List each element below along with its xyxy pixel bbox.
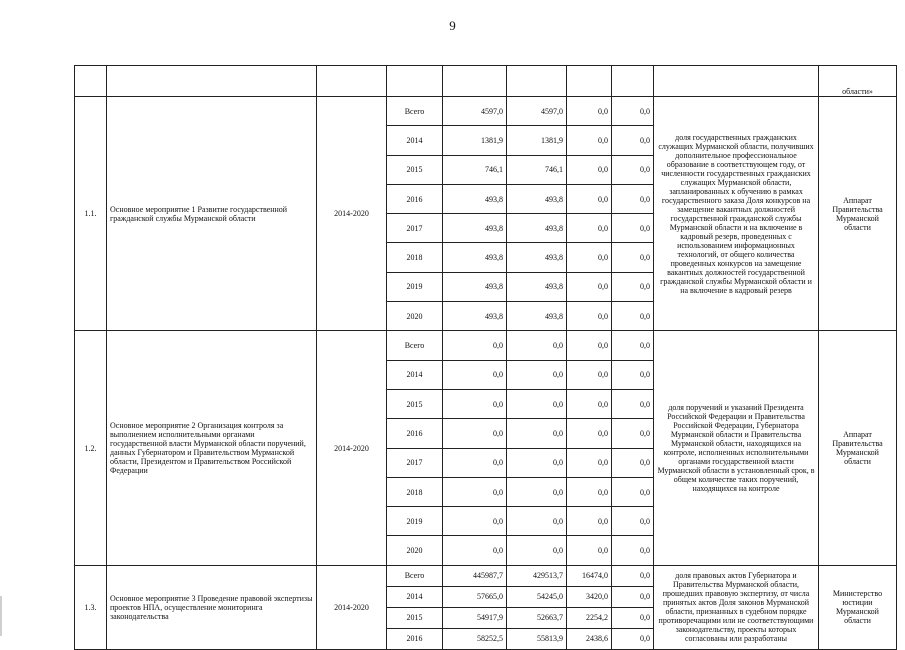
total-cell: 57665,0 — [443, 586, 507, 607]
other-sources-cell: 0,0 — [612, 331, 654, 360]
year-cell: Всего — [387, 331, 443, 360]
year-cell: 2017 — [387, 214, 443, 243]
other-sources-cell: 0,0 — [612, 126, 654, 155]
federal-budget-cell: 0,0 — [567, 448, 612, 477]
year-cell: 2014 — [387, 586, 443, 607]
regional-budget-cell: 493,8 — [507, 302, 567, 331]
total-cell: 54917,9 — [443, 607, 507, 628]
other-sources-cell: 0,0 — [612, 448, 654, 477]
total-cell: 0,0 — [443, 389, 507, 418]
federal-budget-cell: 0,0 — [567, 184, 612, 213]
year-cell: 2020 — [387, 302, 443, 331]
year-cell: 2016 — [387, 419, 443, 448]
federal-budget-cell: 0,0 — [567, 243, 612, 272]
section-number: 1.2. — [75, 331, 107, 565]
total-cell: 0,0 — [443, 477, 507, 506]
total-cell: 445987,7 — [443, 565, 507, 586]
period: 2014-2020 — [317, 97, 387, 331]
other-sources-cell: 0,0 — [612, 155, 654, 184]
federal-budget-cell: 0,0 — [567, 360, 612, 389]
federal-budget-cell: 0,0 — [567, 214, 612, 243]
federal-budget-cell: 0,0 — [567, 477, 612, 506]
indicator-text: доля правовых актов Губернатора и Правительства Мурманской области, прошедших правовую экспертизу, от числа принятых актов Доля законов Мурманской области, признанных в судебном порядке противоречащими или не соответствующими законодательству, проекты которых согласованы или разработаны — [654, 565, 819, 649]
regional-budget-cell: 746,1 — [507, 155, 567, 184]
total-cell: 0,0 — [443, 331, 507, 360]
indicator-text: доля поручений и указаний Президента Российской Федерации и Правительства Российской Федерации, Губернатора Мурманской области и Правительства Мурманской области, находящихся на контроле, исполненных исполнительными органами государственной власти Мурманской области в установленный срок, в общем количестве таких поручений, находящихся на контроле — [654, 331, 819, 565]
year-cell: 2016 — [387, 628, 443, 649]
year-cell: 2015 — [387, 389, 443, 418]
table-row — [75, 97, 897, 126]
total-cell: 493,8 — [443, 302, 507, 331]
other-sources-cell: 0,0 — [612, 97, 654, 126]
total-cell: 493,8 — [443, 184, 507, 213]
total-cell: 493,8 — [443, 214, 507, 243]
other-sources-cell: 0,0 — [612, 419, 654, 448]
total-cell: 0,0 — [443, 360, 507, 389]
indicator-text: доля государственных гражданских служащих Мурманской области, получивших дополнительное профессиональное образование в соответствующем году, от численности государственных гражданских служащих Мурманской области, запланированных к обучению в рамках государственного заказа Доля конкурсов на замещение вакантных должностей государственной гражданской службы Мурманской области и на включение в кадровый резерв, проведенных с использованием информационных технологий, от общего количества проведенных конкурсов на замещение вакантных должностей государственной гражданской службы Мурманской области и на включение в кадровый резерв — [654, 97, 819, 331]
period: 2014-2020 — [317, 331, 387, 565]
federal-budget-cell: 0,0 — [567, 331, 612, 360]
total-cell: 0,0 — [443, 507, 507, 536]
federal-budget-cell: 0,0 — [567, 419, 612, 448]
federal-budget-cell: 0,0 — [567, 389, 612, 418]
regional-budget-cell: 0,0 — [507, 389, 567, 418]
other-sources-cell: 0,0 — [612, 628, 654, 649]
regional-budget-cell: 493,8 — [507, 184, 567, 213]
other-sources-cell: 0,0 — [612, 272, 654, 301]
other-sources-cell: 0,0 — [612, 536, 654, 565]
year-cell: 2018 — [387, 243, 443, 272]
year-cell: 2019 — [387, 272, 443, 301]
header-continuation-row — [75, 66, 897, 97]
federal-budget-cell: 16474,0 — [567, 565, 612, 586]
table-row — [75, 565, 897, 586]
responsible-executor: Министерство юстиции Мурманской области — [819, 565, 897, 649]
federal-budget-cell: 2254,2 — [567, 607, 612, 628]
program-table — [74, 65, 897, 650]
responsible-executor: Аппарат Правительства Мурманской области — [819, 331, 897, 565]
year-cell: 2017 — [387, 448, 443, 477]
total-cell: 493,8 — [443, 243, 507, 272]
year-cell: 2016 — [387, 184, 443, 213]
total-cell: 58252,5 — [443, 628, 507, 649]
other-sources-cell: 0,0 — [612, 389, 654, 418]
federal-budget-cell: 0,0 — [567, 302, 612, 331]
federal-budget-cell: 2438,6 — [567, 628, 612, 649]
year-cell: 2014 — [387, 126, 443, 155]
total-cell: 0,0 — [443, 536, 507, 565]
page-number: 9 — [449, 18, 456, 33]
year-cell: Всего — [387, 565, 443, 586]
period: 2014-2020 — [317, 565, 387, 649]
year-cell: 2018 — [387, 477, 443, 506]
regional-budget-cell: 0,0 — [507, 477, 567, 506]
regional-budget-cell: 52663,7 — [507, 607, 567, 628]
other-sources-cell: 0,0 — [612, 586, 654, 607]
total-cell: 746,1 — [443, 155, 507, 184]
federal-budget-cell: 0,0 — [567, 97, 612, 126]
total-cell: 0,0 — [443, 419, 507, 448]
regional-budget-cell: 493,8 — [507, 243, 567, 272]
federal-budget-cell: 0,0 — [567, 126, 612, 155]
other-sources-cell: 0,0 — [612, 477, 654, 506]
section-number: 1.1. — [75, 97, 107, 331]
total-cell: 1381,9 — [443, 126, 507, 155]
responsible-executor: Аппарат Правительства Мурманской области — [819, 97, 897, 331]
regional-budget-cell: 4597,0 — [507, 97, 567, 126]
other-sources-cell: 0,0 — [612, 360, 654, 389]
other-sources-cell: 0,0 — [612, 302, 654, 331]
federal-budget-cell: 0,0 — [567, 536, 612, 565]
federal-budget-cell: 0,0 — [567, 507, 612, 536]
regional-budget-cell: 55813,9 — [507, 628, 567, 649]
year-cell: 2014 — [387, 360, 443, 389]
regional-budget-cell: 493,8 — [507, 272, 567, 301]
regional-budget-cell: 0,0 — [507, 448, 567, 477]
other-sources-cell: 0,0 — [612, 565, 654, 586]
total-cell: 4597,0 — [443, 97, 507, 126]
regional-budget-cell: 0,0 — [507, 360, 567, 389]
scan-edge-mark — [0, 596, 2, 636]
table-row — [75, 331, 897, 360]
regional-budget-cell: 54245,0 — [507, 586, 567, 607]
other-sources-cell: 0,0 — [612, 507, 654, 536]
other-sources-cell: 0,0 — [612, 214, 654, 243]
year-cell: 2020 — [387, 536, 443, 565]
federal-budget-cell: 0,0 — [567, 272, 612, 301]
regional-budget-cell: 0,0 — [507, 331, 567, 360]
year-cell: 2015 — [387, 155, 443, 184]
section-number: 1.3. — [75, 565, 107, 649]
other-sources-cell: 0,0 — [612, 607, 654, 628]
regional-budget-cell: 0,0 — [507, 507, 567, 536]
regional-budget-cell: 1381,9 — [507, 126, 567, 155]
total-cell: 0,0 — [443, 448, 507, 477]
year-cell: 2015 — [387, 607, 443, 628]
regional-budget-cell: 0,0 — [507, 536, 567, 565]
other-sources-cell: 0,0 — [612, 184, 654, 213]
year-cell: Всего — [387, 97, 443, 126]
activity-name: Основное мероприятие 1 Развитие государственной гражданской службы Мурманской области — [107, 97, 317, 331]
regional-budget-cell: 493,8 — [507, 214, 567, 243]
total-cell: 493,8 — [443, 272, 507, 301]
regional-budget-cell: 0,0 — [507, 419, 567, 448]
regional-budget-cell: 429513,7 — [507, 565, 567, 586]
activity-name: Основное мероприятие 3 Проведение правовой экспертизы проектов НПА, осуществление мониторинга законодательства — [107, 565, 317, 649]
responsible-continuation: области» — [819, 66, 897, 97]
year-cell: 2019 — [387, 507, 443, 536]
other-sources-cell: 0,0 — [612, 243, 654, 272]
federal-budget-cell: 0,0 — [567, 155, 612, 184]
activity-name: Основное мероприятие 2 Организация контроля за выполнением исполнительными органами государственной власти Мурманской области поручений, данных Губернатором и Правительством Мурманской области, Президентом и Правительством Российской Федерации — [107, 331, 317, 565]
federal-budget-cell: 3420,0 — [567, 586, 612, 607]
